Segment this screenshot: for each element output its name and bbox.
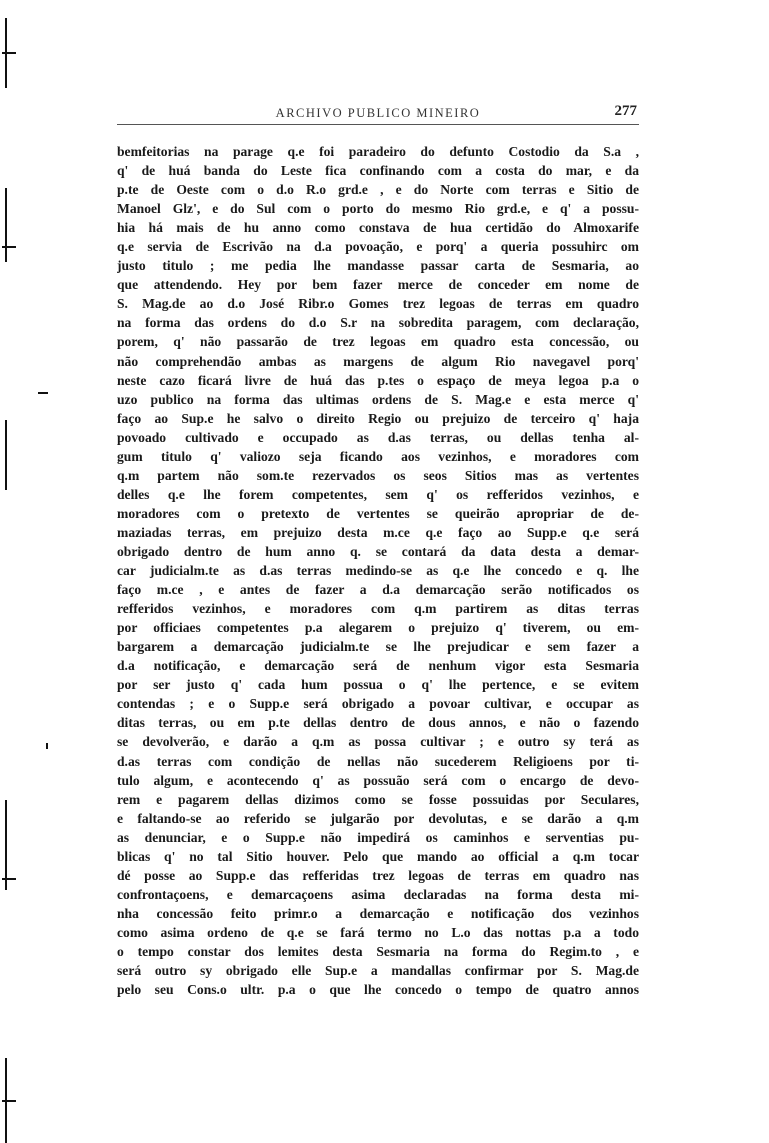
text-line: neste cazo ficará livre de huá das p.tes o espaço de meya legoa p.a o xyxy=(117,372,639,388)
text-line: car judicialm.te as d.as terras medindo-se as q.e lhe concedo e q. lhe xyxy=(117,563,639,579)
text-line: ditas terras, ou em p.te dellas dentro de dous annos, e não o fazendo xyxy=(117,715,639,731)
text-line: na forma das ordens do d.o S.r na sobredita paragem, com declaração, xyxy=(117,315,639,331)
text-line: obrigado dentro de hum anno q. se contará da data desta a demar- xyxy=(117,543,639,559)
header-rule xyxy=(117,124,639,125)
text-line: o tempo constar dos lemites desta Sesmaria na forma do Regim.to , e xyxy=(117,943,639,959)
text-line: rem e pagarem dellas dizimos como se fosse possuidas por Seculares, xyxy=(117,791,639,807)
text-line: q.e servia de Escrivão na d.a povoação, e porq' a queria possuhirc om xyxy=(117,239,639,255)
margin-mark xyxy=(2,246,16,248)
text-line: por ser justo q' cada hum possua o q' lhe pertence, e se evitem xyxy=(117,677,639,693)
text-line: não comprehendão ambas as margens de algum Rio navegavel porq' xyxy=(117,353,639,369)
text-line: será outro sy obrigado elle Sup.e a mandallas confirmar por S. Mag.de xyxy=(117,963,639,979)
text-line: bargarem a demarcação judicialm.te se lhe prejudicar e sem fazer a xyxy=(117,639,639,655)
margin-mark xyxy=(5,420,7,490)
text-line: bemfeitorias na parage q.e foi paradeiro do defunto Costodio da S.a , xyxy=(117,144,639,159)
text-line: e faltando-se ao referido se julgarão por devolutas, e se darão a q.m xyxy=(117,810,639,826)
margin-mark xyxy=(2,1100,16,1102)
text-line: como asima ordeno de q.e se fará termo no L.o das nottas p.a a todo xyxy=(117,924,639,940)
text-line: uzo publico na forma das ultimas ordens de S. Mag.e e esta merce q' xyxy=(117,391,639,407)
margin-mark xyxy=(5,188,7,262)
text-line: confrontaçoens, e demarcaçoens asima declaradas na forma desta mi- xyxy=(117,886,639,902)
text-line: q' de huá banda do Leste fica confinando com a costa do mar, e da xyxy=(117,163,639,179)
text-line: que attendendo. Hey por bem fazer merce de conceder em nome de xyxy=(117,277,639,293)
margin-mark xyxy=(5,800,7,890)
text-line: hia há mais de hu anno como constava de hua certidão do Almoxarife xyxy=(117,220,639,236)
text-line: contendas ; e o Supp.e será obrigado a povoar cultivar, e occupar as xyxy=(117,696,639,712)
text-line: faço ao Sup.e he salvo o direito Regio ou prejuizo de terceiro q' haja xyxy=(117,410,639,426)
text-line: as denunciar, e o Supp.e não impedirá os caminhos e serventias pu- xyxy=(117,829,639,845)
text-line: delles q.e lhe forem competentes, sem q' os refferidos vezinhos, e xyxy=(117,486,639,502)
text-line: Manoel Glz', e do Sul com o porto do mesmo Rio grd.e, e q' a possu- xyxy=(117,201,639,217)
text-line: d.as terras com condição de nellas não sucederem Religioens por ti- xyxy=(117,753,639,769)
text-line: refferidos vezinhos, e moradores com q.m partirem as ditas terras xyxy=(117,601,639,617)
margin-mark xyxy=(2,878,16,880)
text-line: blicas q' no tal Sitio houver. Pelo que mando ao official a q.m tocar xyxy=(117,848,639,864)
body-text xyxy=(117,142,639,999)
text-line: se devolverão, e darão a q.m as possa cultivar ; e outro sy terá as xyxy=(117,734,639,750)
text-line: dé posse ao Supp.e das refferidas trez legoas de terras em quadro nas xyxy=(117,867,639,883)
text-line: povoado cultivado e occupado as d.as terras, ou dellas tenha al- xyxy=(117,429,639,445)
margin-mark xyxy=(46,743,48,749)
text-line: maziadas terras, em prejuizo desta m.ce q.e faço ao Supp.e q.e será xyxy=(117,524,639,540)
text-line: gum titulo q' valiozo seja ficando aos vezinhos, e moradores com xyxy=(117,448,639,464)
margin-mark xyxy=(2,52,16,54)
text-line: faço m.ce , e antes de fazer a d.a demarcação serão notificados os xyxy=(117,582,639,598)
text-line: S. Mag.de ao d.o José Ribr.o Gomes trez legoas de terras em quadro xyxy=(117,296,639,312)
text-line: moradores com o pretexto de vertentes se queirão apropriar de de- xyxy=(117,505,639,521)
running-title: ARCHIVO PUBLICO MINEIRO xyxy=(275,106,481,120)
margin-mark xyxy=(38,392,48,394)
text-line: pelo seu Cons.o ultr. p.a o que lhe concedo o tempo de quatro annos xyxy=(117,982,639,998)
text-line: porem, q' não passarão de trez legoas em quadro esta concessão, ou xyxy=(117,334,639,350)
text-line: q.m partem não som.te rezervados os seos Sitios mas as vertentes xyxy=(117,467,639,483)
text-line: d.a notificação, e demarcação será de nenhum vigor esta Sesmaria xyxy=(117,658,639,674)
page-number: 277 xyxy=(614,103,637,119)
page-header xyxy=(117,103,639,125)
text-line: tulo algum, e acontecendo q' as possuão será com o encargo de devo- xyxy=(117,772,639,788)
text-line: justo titulo ; me pedia lhe mandasse passar carta de Sesmaria, ao xyxy=(117,258,639,274)
text-line: nha concessão feito primr.o a demarcação e notificação dos vezinhos xyxy=(117,905,639,921)
text-line: por officiaes competentes p.a alegarem o prejuizo q' tiverem, ou em- xyxy=(117,620,639,636)
text-line: p.te de Oeste com o d.o R.o grd.e , e do Norte com terras e Sitio de xyxy=(117,182,639,198)
